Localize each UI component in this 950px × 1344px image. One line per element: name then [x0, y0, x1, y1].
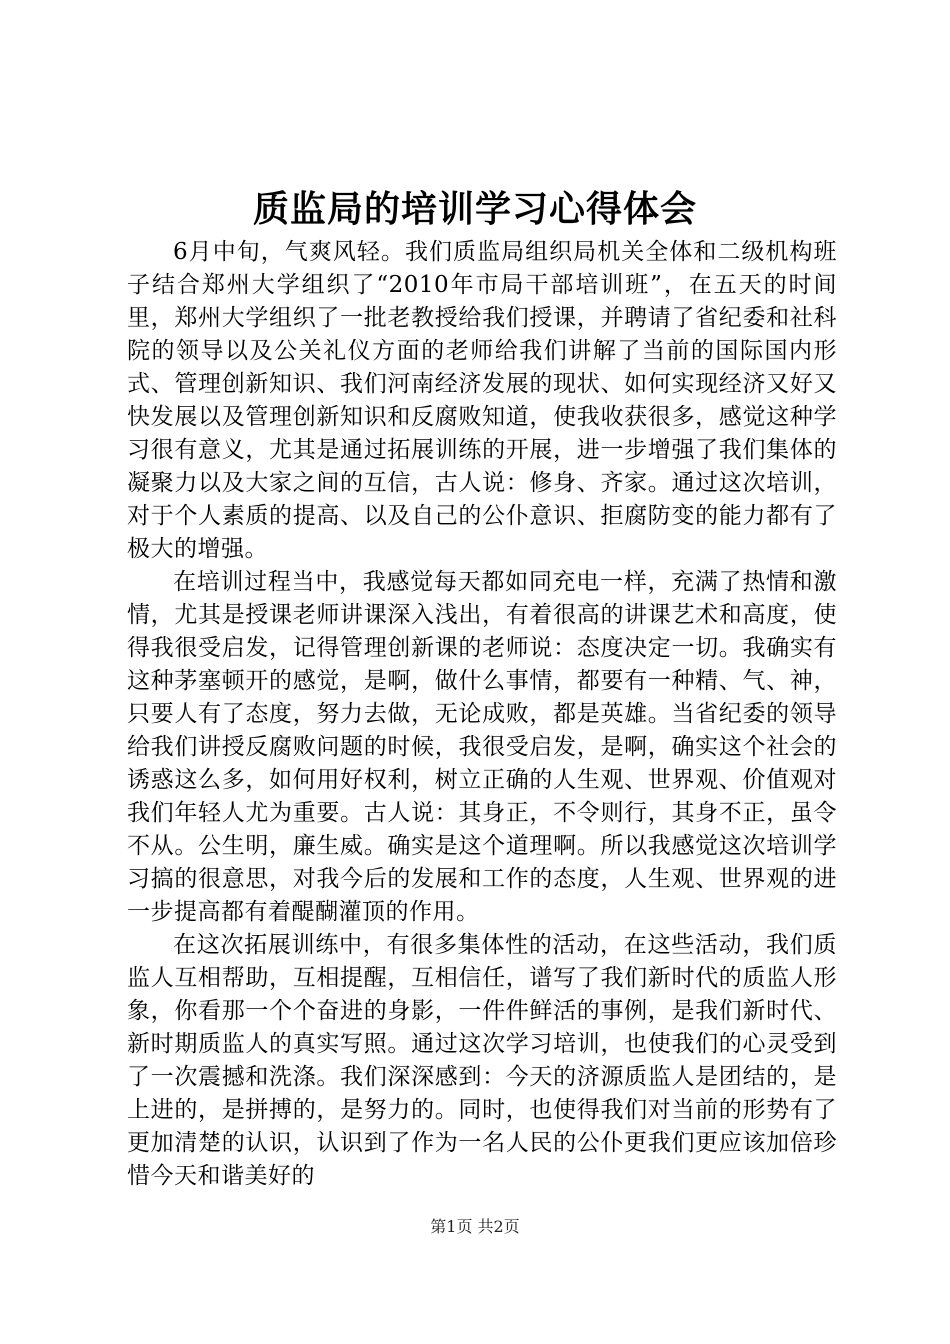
- page-number-footer: 第1页 共2页: [430, 1217, 520, 1236]
- document-body: [127, 236, 837, 1193]
- paragraph-1: 6月中旬，气爽风轻。我们质监局组织局机关全体和二级机构班子结合郑州大学组织了“2010年市局干部培训班”，在五天的时间里，郑州大学组织了一批老教授给我们授课，并聘请了省纪委和社科院的领导以及公关礼仪方面的老师给我们讲解了当前的国际国内形式、管理创新知识、我们河南经济发展的现状、如何实现经济又好又快发展以及管理创新知识和反腐败知道，使我收获很多，感觉这种学习很有意义，尤其是通过拓展训练的开展，进一步增强了我们集体的凝聚力以及大家之间的互信，古人说：修身、齐家。通过这次培训，对于个人素质的提高、以及自己的公仆意识、拒腐防变的能力都有了极大的增强。: [127, 239, 837, 562]
- paragraph-3: 在这次拓展训练中，有很多集体性的活动，在这些活动，我们质监人互相帮助，互相提醒，互相信任，谱写了我们新时代的质监人形象，你看那一个个奋进的身影，一件件鲜活的事例，是我们新时代、新时期质监人的真实写照。通过这次学习培训，也使我们的心灵受到了一次震撼和洗涤。我们深深感到：今天的济源质监人是团结的，是上进的，是拼搏的，是努力的。同时，也使得我们对当前的形势有了更加清楚的认识，认识到了作为一名人民的公仆更我们更应该加倍珍惜今天和谐美好的: [127, 932, 837, 1189]
- page-title: 质监局的培训学习心得体会: [252, 189, 697, 230]
- paragraph-2: 在培训过程当中，我感觉每天都如同充电一样，充满了热情和激情，尤其是授课老师讲课深入浅出，有着很高的讲课艺术和高度，使得我很受启发，记得管理创新课的老师说：态度决定一切。我确实有这种茅塞顿开的感觉，是啊，做什么事情，都要有一种精、气、神，只要人有了态度，努力去做，无论成败，都是英雄。当省纪委的领导给我们讲授反腐败问题的时候，我很受启发，是啊，确实这个社会的诱惑这么多，如何用好权利，树立正确的人生观、世界观、价值观对我们年轻人尤为重要。古人说：其身正，不令则行，其身不正，虽令不从。公生明，廉生威。确实是这个道理啊。所以我感觉这次培训学习搞的很意思，对我今后的发展和工作的态度，人生观、世界观的进一步提高都有着醍醐灌顶的作用。: [127, 569, 837, 925]
